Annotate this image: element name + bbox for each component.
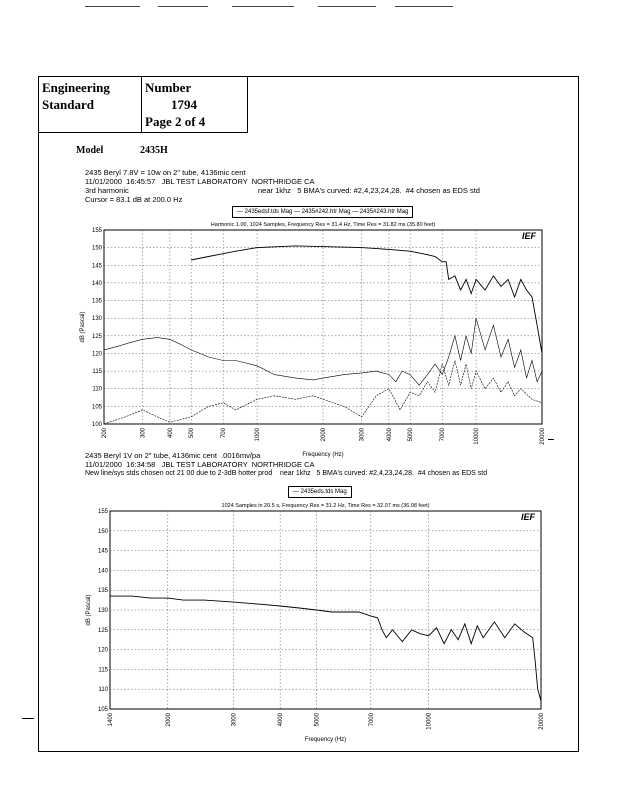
header-engineering: Engineering (42, 80, 110, 95)
chart2-ytick-label: 110 (98, 687, 108, 694)
chart1-ytick-label: 135 (91, 298, 102, 305)
chart2-ylabel: dB (Pascal) (86, 594, 92, 626)
s1-line1: 2435 Beryl 7.8V = 10w on 2" tube, 4136mic cent (85, 168, 246, 177)
scan-top-line (395, 6, 453, 7)
model-label: Model (76, 145, 104, 156)
chart1-ytick-label: 105 (91, 404, 102, 411)
chart2-xtick-label: 4000 (278, 713, 285, 727)
chart1-logo: IEF (521, 231, 536, 241)
header-page-label: Page 2 of 4 (145, 114, 206, 129)
chart1-ytick-label: 120 (91, 351, 102, 358)
chart2-ytick-label: 150 (97, 528, 108, 535)
scan-top-line (318, 6, 376, 7)
chart2-xtick-label: 20000 (539, 713, 545, 730)
chart1-xtick-label: 3000 (359, 428, 366, 442)
chart1-ytick-label: 145 (91, 263, 102, 270)
s2-line2: 11/01/2000 16:34:58 JBL TEST LABORATORY NORTHRIDGE CA (85, 460, 315, 469)
chart1-xtick-label: 200 (102, 428, 108, 439)
header-standard: Standard (42, 97, 95, 112)
chart1-xtick-label: 1000 (255, 428, 262, 442)
chart1-svg (0, 218, 618, 478)
chart2-ytick-label: 125 (97, 627, 108, 634)
chart1-ytick-label: 130 (91, 316, 102, 323)
chart1-ytick-label: 125 (91, 333, 102, 340)
chart2-xlabel: Frequency (Hz) (304, 737, 347, 743)
scan-margin-mark (548, 439, 554, 440)
chart2-xtick-label: 3000 (231, 713, 238, 727)
chart1-title: Harmonic 1.00, 1024 Samples, Frequency Res = 31.4 Hz, Time Res = 31.82 ms (35.80 feet) (210, 222, 436, 228)
chart1-ytick-label: 100 (91, 422, 102, 428)
header-number-value: 1794 (171, 97, 197, 112)
chart1-ytick-label: 110 (92, 386, 102, 393)
scan-top-line (158, 6, 208, 7)
chart1-xtick-label: 20000 (540, 428, 546, 445)
chart2-legend: — 2435eds.tds Mag (288, 486, 352, 498)
chart1-xtick-label: 2000 (321, 428, 327, 442)
chart1-ytick-label: 155 (91, 228, 102, 234)
s1-line2: 11/01/2000 16:45:57 JBL TEST LABORATORY NORTHRIDGE CA (85, 177, 315, 186)
chart2-ytick-label: 120 (97, 647, 108, 654)
chart1-xlabel: Frequency (Hz) (302, 452, 344, 458)
scan-margin-mark (22, 718, 34, 719)
header-right-cell (142, 77, 248, 133)
chart1-xtick-label: 700 (221, 428, 228, 439)
scan-top-line (85, 6, 140, 7)
chart1-xtick-label: 500 (189, 428, 196, 439)
chart2-series-line-1 (110, 596, 541, 701)
chart1-xtick-label: 400 (167, 428, 174, 439)
chart1-xtick-label: 4000 (386, 428, 393, 442)
chart2-ytick-label: 155 (97, 509, 108, 515)
chart2-ytick-label: 140 (97, 568, 108, 575)
chart2-xtick-label: 1400 (108, 713, 114, 727)
model-value: 2435H (140, 145, 168, 156)
chart2-ytick-label: 135 (97, 588, 108, 595)
chart1-ytick-label: 115 (92, 369, 102, 376)
document-header (38, 76, 248, 133)
chart2-svg (0, 497, 618, 747)
chart2-xtick-label: 5000 (314, 713, 321, 727)
chart2-ytick-label: 145 (97, 548, 108, 555)
chart2-title: 1024 Samples in 20.5 s, Frequency Res = 31.2 Hz, Time Res = 32.07 ms (36.08 feet) (221, 503, 430, 509)
s1-line4: Cursor = 83.1 dB at 200.0 Hz (85, 195, 183, 204)
chart1-xtick-label: 5000 (408, 428, 415, 442)
s1-line3b: near 1khz 5 BMA's curved: #2,4,23,24,28. #4 chosen as EDS std (258, 186, 480, 195)
chart2-ytick-label: 130 (97, 608, 108, 614)
chart2-xtick-label: 7000 (368, 713, 375, 727)
chart2-xtick-label: 10000 (426, 713, 433, 730)
chart1-ylabel: dB (Pascal) (80, 311, 86, 343)
chart2-xtick-label: 2000 (165, 713, 172, 727)
scan-top-line (232, 6, 294, 7)
chart2-ytick-label: 105 (97, 707, 108, 713)
chart1-xtick-label: 7000 (440, 428, 447, 442)
chart1-xtick-label: 10000 (474, 428, 481, 445)
chart2-ytick-label: 115 (98, 667, 108, 674)
s1-line3a: 3rd harmonic (85, 186, 129, 195)
header-left-cell (39, 77, 142, 133)
chart1-xtick-label: 300 (140, 428, 147, 439)
chart1-ytick-label: 140 (91, 280, 102, 287)
s2-line3: New line/sys stds chosen oct 21 00 due to 2-3dB hotter prod near 1khz 5 BMA's curved: #2,4,23,24,28. #4 chosen as EDS std (85, 470, 488, 477)
s2-line1: 2435 Beryl 1V on 2" tube, 4136mic cent .0016mv/pa (85, 451, 261, 460)
chart1-ytick-label: 150 (91, 245, 102, 252)
chart2-logo: IEF (520, 512, 535, 522)
header-number-label: Number (145, 80, 192, 95)
chart1-legend: — 2435edsf.tds Mag — 2435#242.htr Mag — 2435#243.htr Mag (232, 206, 413, 218)
chart2-plot-frame (110, 511, 541, 709)
